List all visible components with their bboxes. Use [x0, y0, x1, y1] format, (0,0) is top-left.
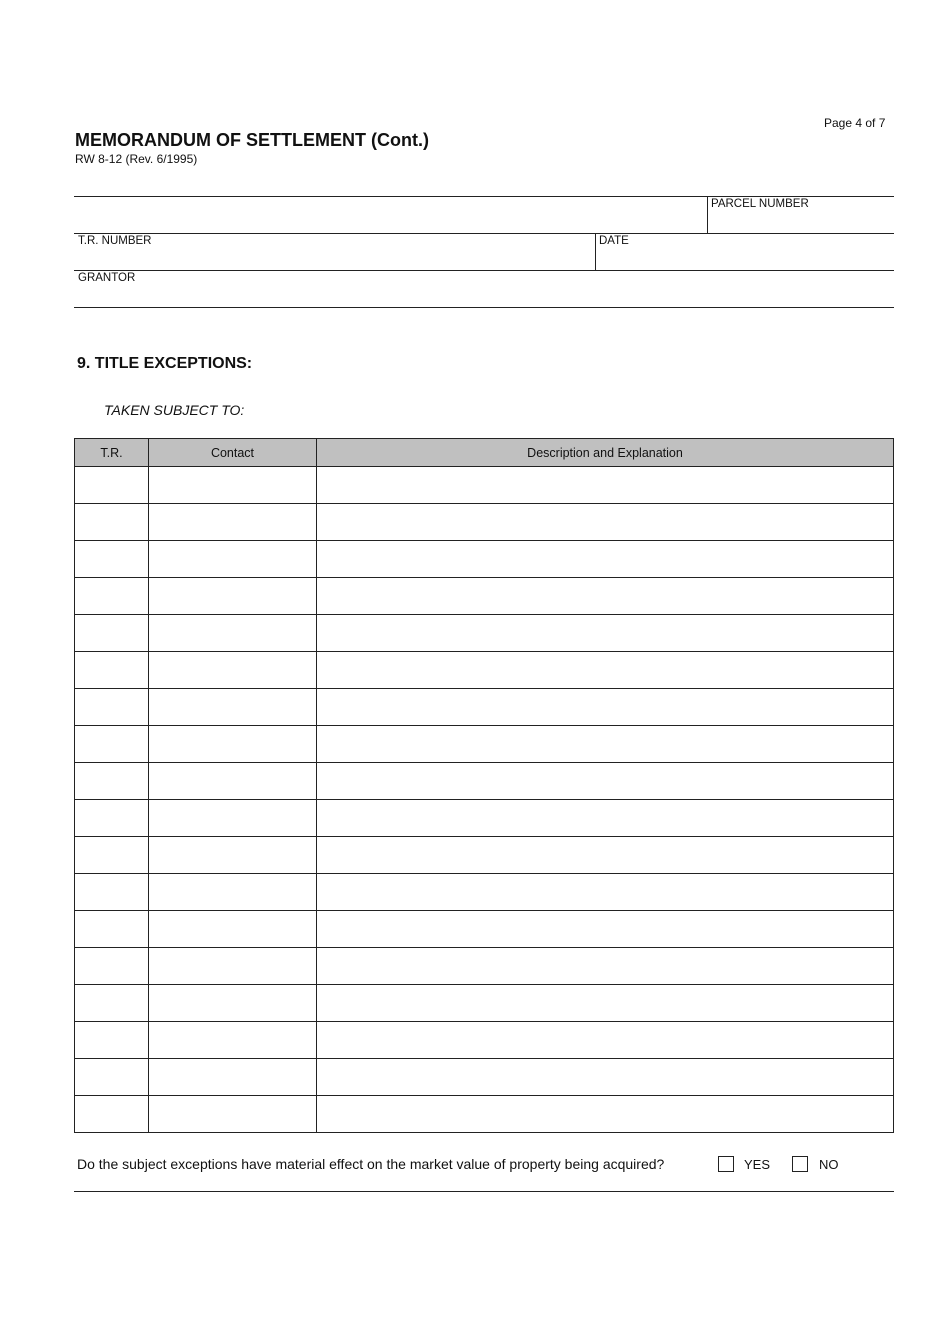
- tr-cell[interactable]: [75, 578, 149, 615]
- grantor-field[interactable]: [74, 271, 894, 307]
- description-cell[interactable]: [317, 726, 894, 763]
- contact-cell[interactable]: [149, 467, 317, 504]
- tr-number-label: T.R. NUMBER: [78, 235, 152, 247]
- table-row: [75, 578, 894, 615]
- table-row: [75, 467, 894, 504]
- tr-number-field[interactable]: [74, 234, 595, 270]
- description-cell[interactable]: [317, 837, 894, 874]
- contact-cell[interactable]: [149, 1059, 317, 1096]
- form-number: RW 8-12 (Rev. 6/1995): [75, 152, 198, 166]
- divider: [74, 1191, 894, 1192]
- contact-cell[interactable]: [149, 1096, 317, 1133]
- parcel-number-field[interactable]: [708, 197, 894, 233]
- description-cell[interactable]: [317, 985, 894, 1022]
- description-cell[interactable]: [317, 1022, 894, 1059]
- table-row: [75, 874, 894, 911]
- contact-cell[interactable]: [149, 578, 317, 615]
- table-row: [75, 911, 894, 948]
- tr-cell[interactable]: [75, 726, 149, 763]
- table-row: [75, 652, 894, 689]
- description-cell[interactable]: [317, 1059, 894, 1096]
- page-indicator: Page 4 of 7: [824, 116, 886, 130]
- section-subheading: TAKEN SUBJECT TO:: [104, 402, 245, 418]
- contact-cell[interactable]: [149, 1022, 317, 1059]
- description-cell[interactable]: [317, 578, 894, 615]
- material-effect-question: Do the subject exceptions have material effect on the market value of property being acquired?: [77, 1156, 665, 1172]
- contact-cell[interactable]: [149, 911, 317, 948]
- column-header-tr: T.R.: [75, 439, 149, 467]
- section-heading: 9. TITLE EXCEPTIONS:: [77, 355, 253, 372]
- no-label: NO: [819, 1157, 839, 1172]
- table-row: [75, 615, 894, 652]
- grantor-label: GRANTOR: [78, 272, 136, 284]
- contact-cell[interactable]: [149, 726, 317, 763]
- table-row: [75, 948, 894, 985]
- table-row: [75, 504, 894, 541]
- description-cell[interactable]: [317, 652, 894, 689]
- divider: [74, 307, 894, 308]
- contact-cell[interactable]: [149, 652, 317, 689]
- tr-cell[interactable]: [75, 1096, 149, 1133]
- contact-cell[interactable]: [149, 689, 317, 726]
- description-cell[interactable]: [317, 800, 894, 837]
- description-cell[interactable]: [317, 948, 894, 985]
- contact-cell[interactable]: [149, 615, 317, 652]
- description-cell[interactable]: [317, 911, 894, 948]
- table-row: [75, 1059, 894, 1096]
- contact-cell[interactable]: [149, 800, 317, 837]
- contact-cell[interactable]: [149, 763, 317, 800]
- tr-cell[interactable]: [75, 541, 149, 578]
- parcel-number-label: PARCEL NUMBER: [711, 198, 809, 210]
- yes-checkbox[interactable]: [718, 1156, 734, 1172]
- tr-cell[interactable]: [75, 911, 149, 948]
- table-row: [75, 1096, 894, 1133]
- table-row: [75, 800, 894, 837]
- date-field[interactable]: [596, 234, 894, 270]
- contact-cell[interactable]: [149, 541, 317, 578]
- table-row: [75, 689, 894, 726]
- table-header-row: [75, 439, 894, 467]
- tr-cell[interactable]: [75, 652, 149, 689]
- tr-cell[interactable]: [75, 800, 149, 837]
- column-header-description: Description and Explanation: [317, 439, 894, 467]
- description-cell[interactable]: [317, 874, 894, 911]
- contact-cell[interactable]: [149, 948, 317, 985]
- tr-cell[interactable]: [75, 985, 149, 1022]
- table-row: [75, 726, 894, 763]
- description-cell[interactable]: [317, 467, 894, 504]
- table-row: [75, 763, 894, 800]
- tr-cell[interactable]: [75, 837, 149, 874]
- contact-cell[interactable]: [149, 874, 317, 911]
- tr-cell[interactable]: [75, 615, 149, 652]
- tr-cell[interactable]: [75, 689, 149, 726]
- table-row: [75, 985, 894, 1022]
- no-checkbox[interactable]: [792, 1156, 808, 1172]
- contact-cell[interactable]: [149, 985, 317, 1022]
- tr-cell[interactable]: [75, 874, 149, 911]
- tr-cell[interactable]: [75, 504, 149, 541]
- contact-cell[interactable]: [149, 837, 317, 874]
- description-cell[interactable]: [317, 763, 894, 800]
- description-cell[interactable]: [317, 689, 894, 726]
- column-header-contact: Contact: [149, 439, 317, 467]
- tr-cell[interactable]: [75, 1022, 149, 1059]
- date-label: DATE: [599, 235, 629, 247]
- title-exceptions-table: [74, 438, 894, 1133]
- tr-cell[interactable]: [75, 1059, 149, 1096]
- table-row: [75, 837, 894, 874]
- description-cell[interactable]: [317, 504, 894, 541]
- description-cell[interactable]: [317, 1096, 894, 1133]
- description-cell[interactable]: [317, 541, 894, 578]
- tr-cell[interactable]: [75, 948, 149, 985]
- table-row: [75, 1022, 894, 1059]
- table-row: [75, 541, 894, 578]
- description-cell[interactable]: [317, 615, 894, 652]
- contact-cell[interactable]: [149, 504, 317, 541]
- tr-cell[interactable]: [75, 467, 149, 504]
- tr-cell[interactable]: [75, 763, 149, 800]
- yes-label: YES: [744, 1157, 771, 1172]
- form-title: MEMORANDUM OF SETTLEMENT (Cont.): [75, 130, 429, 150]
